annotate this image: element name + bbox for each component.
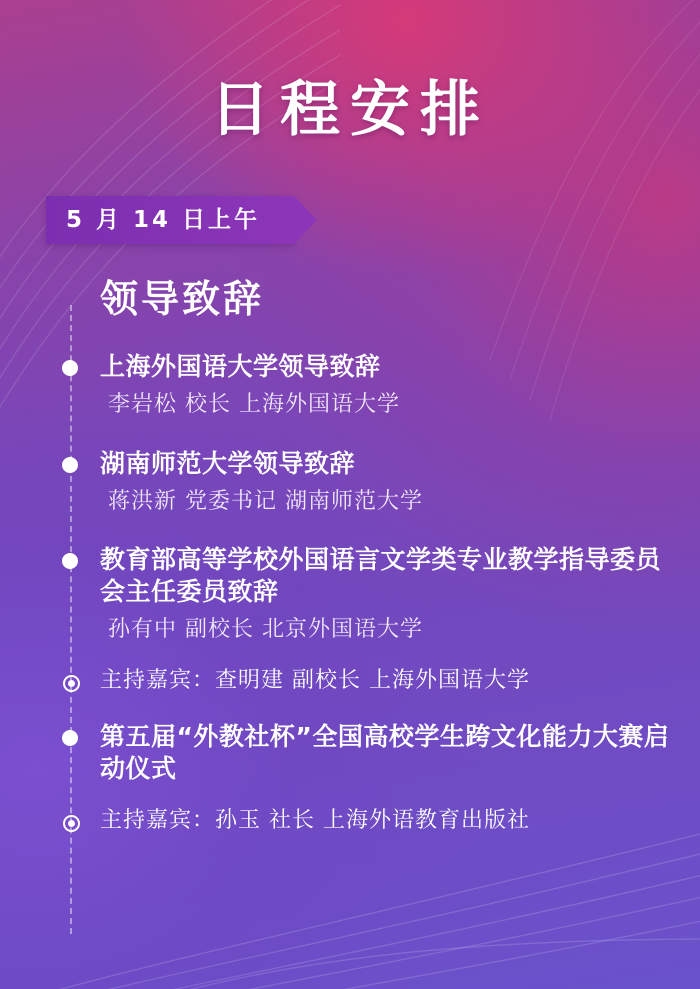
host-text: 主持嘉宾：查明建 副校长 上海外国语大学 (100, 667, 530, 693)
item-subtitle: 蒋洪新 党委书记 湖南师范大学 (108, 488, 423, 514)
item-title: 上海外国语大学领导致辞 (100, 352, 381, 381)
item-title: 湖南师范大学领导致辞 (100, 448, 356, 478)
item-title: 第五届“外教社杯”全国高校学生跨文化能力大赛启动仪式 (100, 722, 670, 784)
bullet-dot-icon (62, 553, 78, 569)
list-item (0, 721, 700, 785)
host-row (0, 807, 700, 836)
bullet-dot-icon (62, 360, 78, 376)
date-ribbon-container (46, 196, 700, 244)
bullet-ring-icon (63, 675, 80, 692)
list-item (0, 351, 700, 420)
list-item (0, 544, 700, 645)
page-title: 日程安排 (210, 75, 490, 145)
bullet-dot-icon (62, 457, 78, 473)
date-ribbon: 5 月 14 日上午 (46, 196, 294, 244)
bullet-dot-icon (62, 730, 78, 746)
item-title: 教育部高等学校外国语言文学类专业教学指导委员会主任委员致辞 (100, 545, 662, 607)
item-subtitle: 李岩松 校长 上海外国语大学 (108, 392, 400, 417)
host-text: 主持嘉宾：孙玉 社长 上海外语教育出版社 (100, 808, 530, 834)
item-subtitle: 孙有中 副校长 北京外国语大学 (108, 617, 423, 643)
host-row (0, 667, 700, 696)
section-heading: 领导致辞 (100, 277, 265, 321)
bullet-ring-icon (63, 815, 80, 832)
list-item (0, 448, 700, 517)
agenda-list (0, 351, 700, 836)
